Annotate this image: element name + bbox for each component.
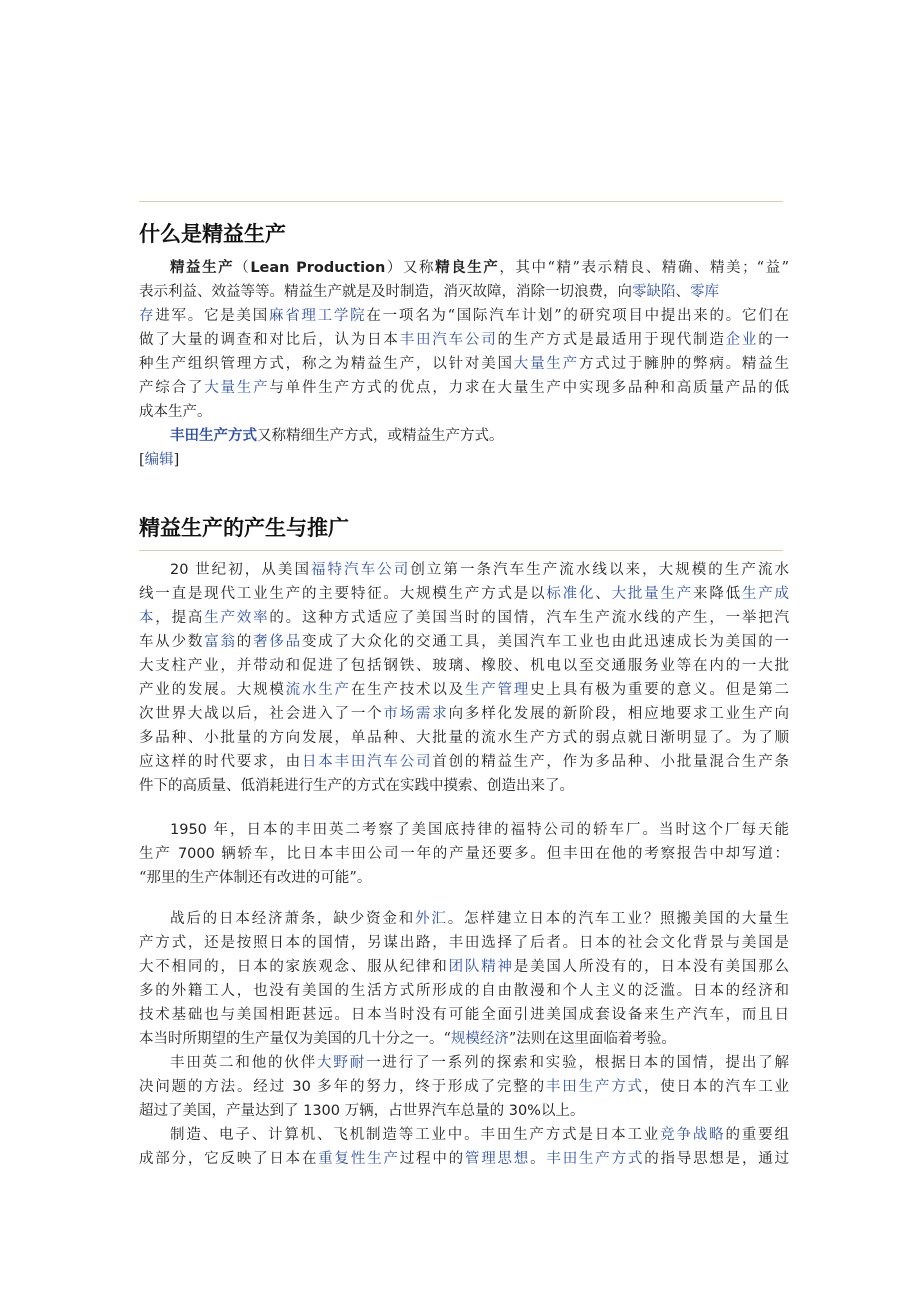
text-line [139,726,789,750]
text-run: 超过了美国，产量达到了 [139,1103,304,1119]
text-run: 应这样的时代要求，由 [139,754,302,770]
inline-link[interactable]: 规模经济 [450,1031,509,1047]
text-run: 产业的发展。大规模 [139,682,286,698]
text-line [139,907,789,931]
text-run: 一进行了一系列的探索和实验，根据日本的国情，提出了解 [366,1055,789,1071]
text-run: 技术基础也与美国相距甚远。日本当时没有可能全面引进美国成套设备来生产汽车，而且日 [139,1007,789,1023]
text-run: [ [139,452,145,468]
text-run: 件下的高质量、低消耗进行生产的方式在实践中摸索、创造出来了。 [139,778,574,794]
text-line [139,558,789,582]
text-run: 决问题的方法。经过 [139,1079,293,1095]
text-run: 的生产方式是最适用于现代制造 [497,332,726,348]
text-run: 过程中的 [399,1151,465,1167]
inline-link[interactable]: 流水生产 [285,682,351,698]
text-run: 30% [508,1103,541,1119]
inline-link[interactable]: 市场需求 [383,706,449,722]
text-run: ] [173,452,180,468]
text-run: 的一 [758,332,789,348]
section-divider [139,550,783,551]
text-run: 史上具有极为重要的意义。但是第二 [530,682,789,698]
text-run: 大不相同的，日本的家族观念、服从纪律和 [139,959,449,975]
text-run: 成本生产。 [139,404,212,420]
text-run: 多的外籍工人，也没有美国的生活方式所形成的自由散漫和个人主义的泛滥。日本的经济和 [139,983,789,999]
text-run: Lean Production [250,260,386,276]
text-line [139,1003,789,1027]
section-heading-origin: 精益生产的产生与推广 [139,516,349,540]
inline-link[interactable]: 团队精神 [448,959,514,975]
text-run: 制造、电子、计算机、飞机制造等工业中。丰田生产方式是日本工业 [170,1127,661,1143]
inline-link[interactable]: 重复性生产 [318,1151,400,1167]
inline-link[interactable]: 企业 [725,332,759,348]
text-run: 成部分，它反映了日本在 [139,1151,319,1167]
inline-link[interactable]: 麻省理工学院 [268,308,367,324]
text-line [139,678,789,702]
text-run: 精良生产 [435,259,500,276]
text-run: 方式过于臃肿的弊病。精益生 [578,356,789,372]
inline-link[interactable]: 福特汽车公司 [311,562,411,578]
text-run: ，使日本的汽车工业 [643,1079,789,1095]
text-line [139,1147,789,1171]
text-line [139,352,789,376]
paragraph-origin-1 [139,558,789,798]
inline-link[interactable]: 生产管理 [464,682,531,698]
inline-link[interactable]: 大野耐 [317,1055,367,1071]
section-divider [139,201,783,202]
paragraph-origin-2 [139,818,789,890]
text-run: 万辆，占世界汽车总量的 [340,1103,509,1119]
inline-link[interactable]: 丰田汽车公司 [399,332,498,348]
text-line [139,400,789,424]
inline-link[interactable]: 丰田生产方式 [546,1151,645,1167]
text-line [139,1123,789,1147]
text-line [139,955,789,979]
text-run: 。怎样建立日本的汽车工业？照搬美国的大量生 [447,911,789,927]
text-run: 车从少数 [139,634,205,650]
text-run: 20 [170,562,189,578]
text-run: 战后的日本经济萧条，缺少资金和 [170,911,416,927]
text-run: 、 [595,586,612,602]
text-line [139,280,789,304]
text-line [139,774,789,798]
text-line [139,582,789,606]
text-run: （ [234,260,251,276]
text-run: 变成了大众化的交通工具，美国汽车工业也由此迅速成长为美国的一 [301,634,789,650]
inline-link[interactable]: 奢侈品 [253,634,302,650]
text-line [139,304,789,328]
text-line [139,1027,789,1051]
text-run: 以上。 [540,1103,585,1119]
text-run: 30 [292,1079,311,1095]
text-line [139,931,789,955]
inline-link[interactable]: 存 [139,308,156,324]
inline-link[interactable]: 管理思想 [464,1151,531,1167]
text-run: 年，日本的丰田英二考察了美国底持律的福特公司的轿车厂。当时这个厂每天能 [206,822,789,838]
inline-link[interactable]: 零缺陷 [632,284,676,300]
text-run: 7000 [177,846,215,862]
text-line [139,866,789,890]
inline-link[interactable]: 竞争战略 [660,1127,726,1143]
text-run: 精益生产 [170,260,235,276]
paragraph-origin-3 [139,907,789,1171]
text-run: 与单件生产方式的优点，力求在大量生产中实现多品种和高质量产品的低 [269,380,789,396]
text-line [139,1075,789,1099]
text-run: 向多样化发展的新阶段，相应地要求工业生产向 [448,706,789,722]
inline-link[interactable]: 大量生产 [204,380,270,396]
inline-link[interactable]: 大批量生产 [611,586,694,602]
text-run: 大支柱产业，并带动和促进了包括钢铁、玻璃、橡胶、机电以至交通服务业等在内的一大批 [139,658,789,674]
inline-link[interactable]: 零库 [690,284,719,300]
text-run: 做了大量的调查和对比后，认为日本 [139,332,400,348]
inline-link[interactable]: 大量生产 [513,356,579,372]
section-body-what-is-lean [139,256,789,472]
inline-link[interactable]: 外汇 [415,911,448,927]
inline-link[interactable]: 生产效率 [204,610,270,626]
text-run: 的指导思想是，通过 [644,1151,789,1167]
text-run: 产综合了 [139,380,205,396]
text-run: 世纪初，从美国 [188,562,311,578]
text-run: 在生产技术以及 [350,682,465,698]
text-run: 来降低 [693,586,742,602]
text-run: 产方式，还是按照日本的国情，另谋出路，丰田选择了后者。日本的社会文化背景与美国是 [139,935,789,951]
text-run: 的 [236,634,254,650]
text-line [139,606,789,630]
text-run: 线一直是现代工业生产的主要特征。大规模生产方式是以 [139,586,547,602]
text-run: “那里的生产体制还有改进的可能”。 [139,870,372,886]
text-run: 多品种、小批量的方向发展，单品种、大批量的流水生产方式的弱点就日渐明显了。为了顺 [139,730,789,746]
text-run: ，其中“精”表示精良、精确、精美；“益” [499,260,789,276]
text-run: 次世界大战以后，社会进入了一个 [139,706,384,722]
text-run: 。 [530,1151,547,1167]
text-run: 生产 [139,846,178,862]
text-run: 辆轿车，比日本丰田公司一年的产量还要多。但丰田在他的考察报告中却写道： [214,846,789,862]
text-run: 进军。它是美国 [155,308,269,324]
text-run: 创立第一条汽车生产流水线以来，大规模的生产流水 [410,562,789,578]
text-line [139,1051,789,1075]
text-line [139,328,789,352]
text-run: 在一项名为“国际汽车计划”的研究项目中提出来的。它们在 [366,308,789,324]
text-run: ，提高 [155,610,205,626]
text-run: 1300 [303,1103,341,1119]
text-line [139,750,789,774]
text-line [139,1099,789,1123]
inline-link[interactable]: 本 [139,610,156,626]
text-line [139,448,789,472]
text-run: 首创的精益生产，作为多品种、小批量混合生产条 [432,754,789,770]
text-run: ”法则在这里面临着考验。 [508,1031,676,1047]
inline-link[interactable]: 生产成 [741,586,789,602]
text-run: 、 [675,284,690,300]
text-line [139,818,789,842]
text-line [139,630,789,654]
text-run: 表示利益、效益等等。精益生产就是及时制造，消灭故障，消除一切浪费，向 [139,284,632,300]
text-line [139,842,789,866]
text-run: ）又称 [385,260,436,276]
text-line [139,376,789,400]
text-line [139,424,789,448]
text-run: 丰田英二和他的伙伴 [170,1055,318,1071]
inline-link[interactable]: 编辑 [144,452,174,468]
text-run: 种生产组织管理方式，称之为精益生产，以针对美国 [139,356,514,372]
inline-link[interactable]: 丰田生产方式 [170,427,257,444]
text-line [139,702,789,726]
text-run: 1950 [170,822,207,838]
inline-link[interactable]: 日本丰田汽车公司 [301,754,433,770]
text-run: 多年的努力，终于形成了完整的 [310,1079,546,1095]
text-line [139,654,789,678]
text-run: 的。这种方式适应了美国当时的国情，汽车生产流水线的产生，一举把汽 [269,610,789,626]
inline-link[interactable]: 富翁 [204,634,237,650]
text-run: 的重要组 [725,1127,789,1143]
inline-link[interactable]: 标准化 [546,586,596,602]
text-line [139,256,789,280]
section-heading-what-is-lean: 什么是精益生产 [139,222,286,246]
text-run: 又称精细生产方式，或精益生产方式。 [257,428,504,444]
text-run: 是美国人所没有的，日本没有美国那么 [513,959,789,975]
text-run: 本当时所期望的生产量仅为美国的几十分之一。“ [139,1031,451,1047]
text-line [139,979,789,1003]
inline-link[interactable]: 丰田生产方式 [545,1079,644,1095]
